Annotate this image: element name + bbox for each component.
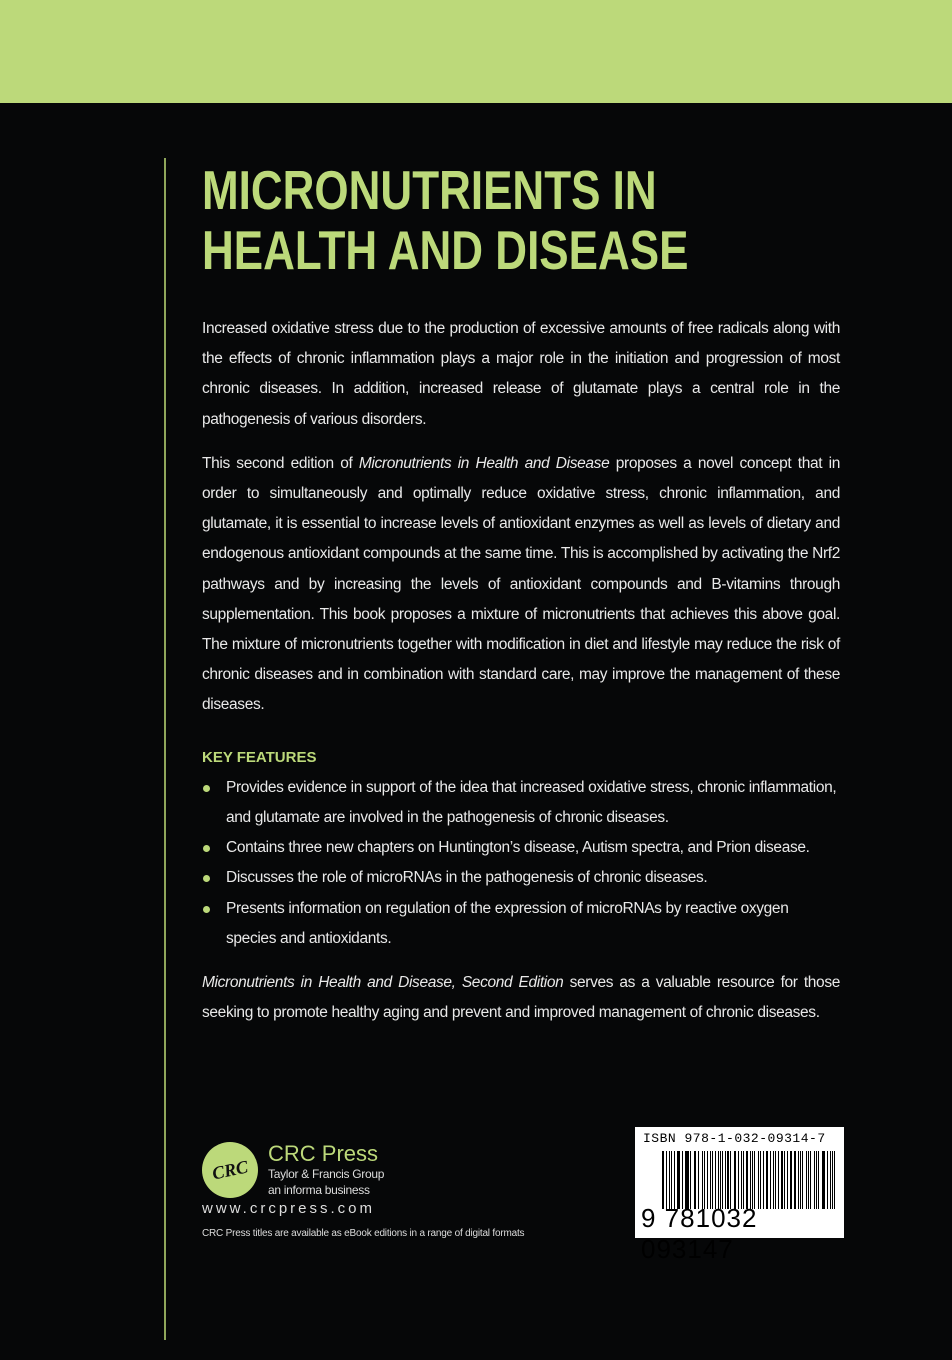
barcode-bar xyxy=(674,1151,675,1209)
key-features-heading: KEY FEATURES xyxy=(202,748,317,766)
barcode-bar xyxy=(784,1151,785,1209)
barcode-bar xyxy=(682,1151,683,1209)
barcode-bar xyxy=(814,1151,815,1209)
barcode-bar xyxy=(767,1151,768,1209)
barcode-bar xyxy=(720,1151,721,1209)
publisher-url: www.crcpress.com xyxy=(202,1200,376,1217)
barcode-bar xyxy=(791,1151,792,1209)
barcode-bar xyxy=(743,1151,744,1209)
barcode-bar xyxy=(810,1151,811,1209)
barcode-bar xyxy=(685,1151,686,1209)
description xyxy=(202,314,840,1042)
barcode-bar xyxy=(830,1151,831,1209)
publisher-tagline: an informa business xyxy=(268,1183,370,1197)
barcode-bar xyxy=(707,1151,708,1209)
barcode-bars xyxy=(662,1151,838,1209)
barcode-bar xyxy=(722,1151,723,1209)
barcode-bar xyxy=(678,1151,680,1209)
ebook-note: CRC Press titles are available as eBook editions in a range of digital formats xyxy=(202,1228,525,1239)
top-color-band xyxy=(0,0,952,103)
barcode-bar xyxy=(735,1151,736,1209)
barcode-bar xyxy=(818,1151,819,1209)
publisher-block xyxy=(268,1142,384,1198)
feature-item: Provides evidence in support of the idea that increased oxidative stress, chronic inflammation, and glutamate are involved in the pathogenesis of chronic diseases. xyxy=(202,773,840,833)
barcode-bar xyxy=(816,1151,817,1209)
barcode-bar xyxy=(778,1151,779,1209)
barcode-bar xyxy=(754,1151,755,1209)
barcode-bar xyxy=(800,1151,801,1209)
closing-paragraph xyxy=(202,968,840,1028)
closing-text: serves as a valuable resource for those seeking to promote healthy aging and prevent and improved management of chronic diseases. xyxy=(202,974,840,1022)
barcode-bar xyxy=(770,1151,771,1209)
key-features-list xyxy=(202,773,840,954)
barcode-bar xyxy=(827,1151,828,1209)
book-title xyxy=(202,160,688,280)
p2-pre: This second edition of xyxy=(202,454,359,472)
barcode-bar xyxy=(715,1151,716,1209)
vertical-rule xyxy=(164,158,166,1340)
feature-item: Discusses the role of microRNAs in the pathogenesis of chronic diseases. xyxy=(202,863,840,893)
title-line-1: MICRONUTRIENTS IN xyxy=(202,159,657,221)
barcode-bar xyxy=(832,1151,833,1209)
barcode-bar xyxy=(695,1151,696,1209)
barcode-bar xyxy=(666,1151,667,1209)
closing-book-title: Micronutrients in Health and Disease, Second Edition xyxy=(202,974,564,992)
barcode-bar xyxy=(702,1151,703,1209)
title-line-2: HEALTH AND DISEASE xyxy=(202,219,689,281)
barcode-bar xyxy=(763,1151,764,1209)
barcode-bar xyxy=(823,1151,825,1209)
barcode-bar xyxy=(727,1151,729,1209)
paragraph-1: Increased oxidative stress due to the production of excessive amounts of free radicals along with the effects of chronic inflammation plays a major role in the initiation and progression of most chronic diseases. In addition, increased release of glutamate plays a central role in the pathogenesis of various disorders. xyxy=(202,320,840,428)
barcode-bar xyxy=(730,1151,731,1209)
crc-logo-icon: CRC xyxy=(197,1137,263,1203)
barcode-bar xyxy=(712,1151,713,1209)
paragraph-2 xyxy=(202,449,840,721)
barcode-bar xyxy=(698,1151,700,1209)
publisher-group: Taylor & Francis Group xyxy=(268,1167,385,1181)
barcode-bar xyxy=(704,1151,705,1209)
barcode-bar xyxy=(671,1151,672,1209)
barcode-bar xyxy=(808,1151,809,1209)
p2-post: proposes a novel concept that in order to simultaneously and optimally reduce oxidative stress, chronic inflammation, and glutamate, it is essential to increase levels of antioxidant enzymes as well as levels of dietary and endogenous antioxidant compounds at the same time. This is accomplished by activating the Nrf2 pathways and by increasing the levels of antioxidant compounds and B-vitamins through supplementation. This book proposes a mixture of micronutrients that achieves this above goal. The mixture of micronutrients together with modification in diet and lifestyle may reduce the risk of chronic diseases and in combination with standard care, may improve the management of these diseases. xyxy=(202,454,840,714)
barcode-bar xyxy=(802,1151,803,1209)
barcode-bar xyxy=(775,1151,776,1209)
barcode-bar xyxy=(738,1151,739,1209)
barcode-bar xyxy=(710,1151,711,1209)
p2-book-title: Micronutrients in Health and Disease xyxy=(358,454,610,472)
publisher-name: CRC Press xyxy=(268,1141,379,1166)
isbn-text: ISBN 978-1-032-09314-7 xyxy=(643,1131,826,1146)
barcode-bar xyxy=(752,1151,753,1209)
barcode-bar xyxy=(794,1151,796,1209)
barcode-bar xyxy=(690,1151,691,1209)
feature-item: Presents information on regulation of the expression of microRNAs by reactive oxygen species and antioxidants. xyxy=(202,894,840,954)
barcode-bar xyxy=(663,1151,664,1209)
barcode-bar xyxy=(687,1151,688,1209)
barcode-bar xyxy=(760,1151,761,1209)
isbn-barcode xyxy=(635,1127,844,1264)
feature-item: Contains three new chapters on Huntington’s disease, Autism spectra, and Prion disease. xyxy=(202,833,840,863)
barcode-bar xyxy=(758,1151,759,1209)
barcode-bar xyxy=(787,1151,788,1209)
barcode-number: 9 781032 093147 xyxy=(641,1203,758,1264)
barcode-bar xyxy=(746,1151,748,1209)
barcode-bar xyxy=(781,1151,783,1209)
barcode-bar xyxy=(834,1151,835,1209)
